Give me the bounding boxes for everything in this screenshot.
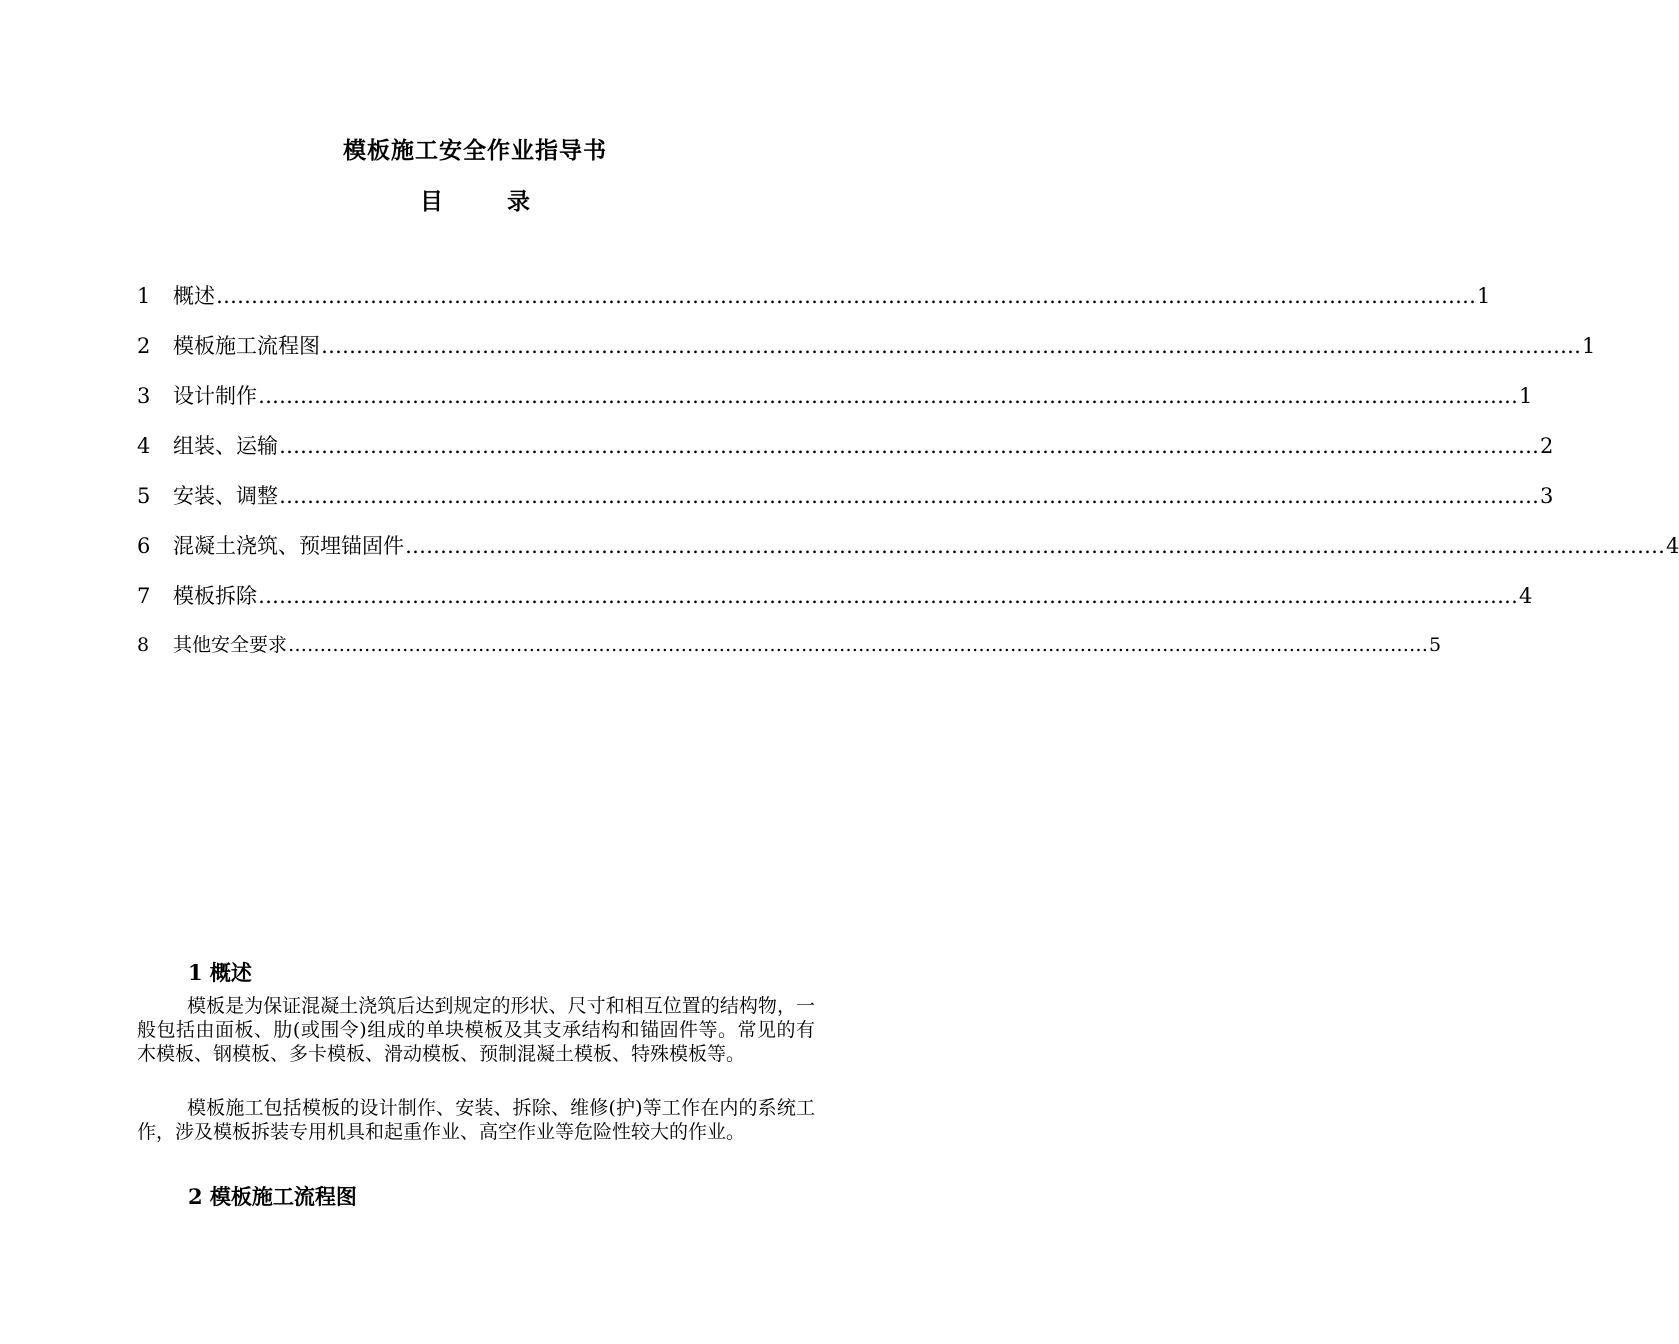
section-heading: 1 概述	[188, 960, 252, 985]
toc-entry[interactable]	[137, 280, 1491, 330]
toc-entry-number: 5	[137, 484, 151, 508]
toc-entry-label: 概述	[173, 284, 215, 308]
toc-entry-number: 1	[137, 284, 151, 308]
toc-entry-number: 8	[137, 634, 150, 656]
toc-entry-number: 3	[137, 384, 151, 408]
toc-entry-page: 1	[1582, 334, 1596, 358]
toc-leader-dots: ………………………………………………………………………………………………………………………………………………………………	[288, 634, 1429, 656]
body-paragraph: 模板是为保证混凝土浇筑后达到规定的形状、尺寸和相互位置的结构物，一般包括由面板、肋(或围令)组成的单块模板及其支承结构和锚固件等。常见的有木模板、钢模板、多卡模板、滑动模板、预制混凝土模板、特殊模板等。	[137, 995, 815, 1065]
toc-entry[interactable]	[137, 630, 1442, 660]
toc-leader-dots: ………………………………………………………………………………………………………………………………………………………………	[279, 434, 1539, 458]
toc-entry-page: 3	[1540, 484, 1554, 508]
toc-entry[interactable]	[137, 380, 1533, 430]
toc-entry-page: 1	[1477, 284, 1491, 308]
toc-entry[interactable]	[137, 480, 1554, 530]
toc-entry-number: 7	[137, 584, 151, 608]
document-title: 模板施工安全作业指导书	[343, 137, 607, 164]
toc-entry[interactable]	[137, 580, 1533, 630]
toc-entry[interactable]	[137, 530, 1679, 580]
toc-leader-dots: ………………………………………………………………………………………………………………………………………………………………	[258, 584, 1518, 608]
toc-leader-dots: ………………………………………………………………………………………………………………………………………………………………	[321, 334, 1581, 358]
section-heading: 2 模板施工流程图	[188, 1184, 357, 1209]
toc-entry-label: 模板施工流程图	[173, 334, 320, 358]
toc-entry-label: 组装、运输	[173, 434, 278, 458]
toc-entry-label: 其他安全要求	[173, 634, 288, 656]
toc-entry-page: 2	[1540, 434, 1554, 458]
toc-entry-number: 2	[137, 334, 151, 358]
toc-entry-page: 4	[1519, 584, 1533, 608]
toc-entry-label: 安装、调整	[173, 484, 278, 508]
toc-leader-dots: ………………………………………………………………………………………………………………………………………………………………	[216, 284, 1476, 308]
body-paragraph: 模板施工包括模板的设计制作、安装、拆除、维修(护)等工作在内的系统工作，涉及模板拆装专用机具和起重作业、高空作业等危险性较大的作业。	[137, 1097, 815, 1143]
toc-entry-label: 模板拆除	[173, 584, 257, 608]
toc-entry-page: 1	[1519, 384, 1533, 408]
toc-entry[interactable]	[137, 430, 1554, 480]
toc-entry[interactable]	[137, 330, 1596, 380]
toc-leader-dots: ………………………………………………………………………………………………………………………………………………………………	[405, 534, 1665, 558]
toc-leader-dots: ………………………………………………………………………………………………………………………………………………………………	[258, 384, 1518, 408]
toc-leader-dots: ………………………………………………………………………………………………………………………………………………………………	[279, 484, 1539, 508]
table-of-contents	[137, 280, 1679, 660]
toc-entry-page: 4	[1666, 534, 1679, 558]
toc-entry-page: 5	[1429, 634, 1442, 656]
toc-entry-number: 4	[137, 434, 151, 458]
toc-title: 目 录	[419, 188, 558, 215]
toc-entry-label: 设计制作	[173, 384, 257, 408]
toc-entry-number: 6	[137, 534, 151, 558]
toc-entry-label: 混凝土浇筑、预埋锚固件	[173, 534, 404, 558]
